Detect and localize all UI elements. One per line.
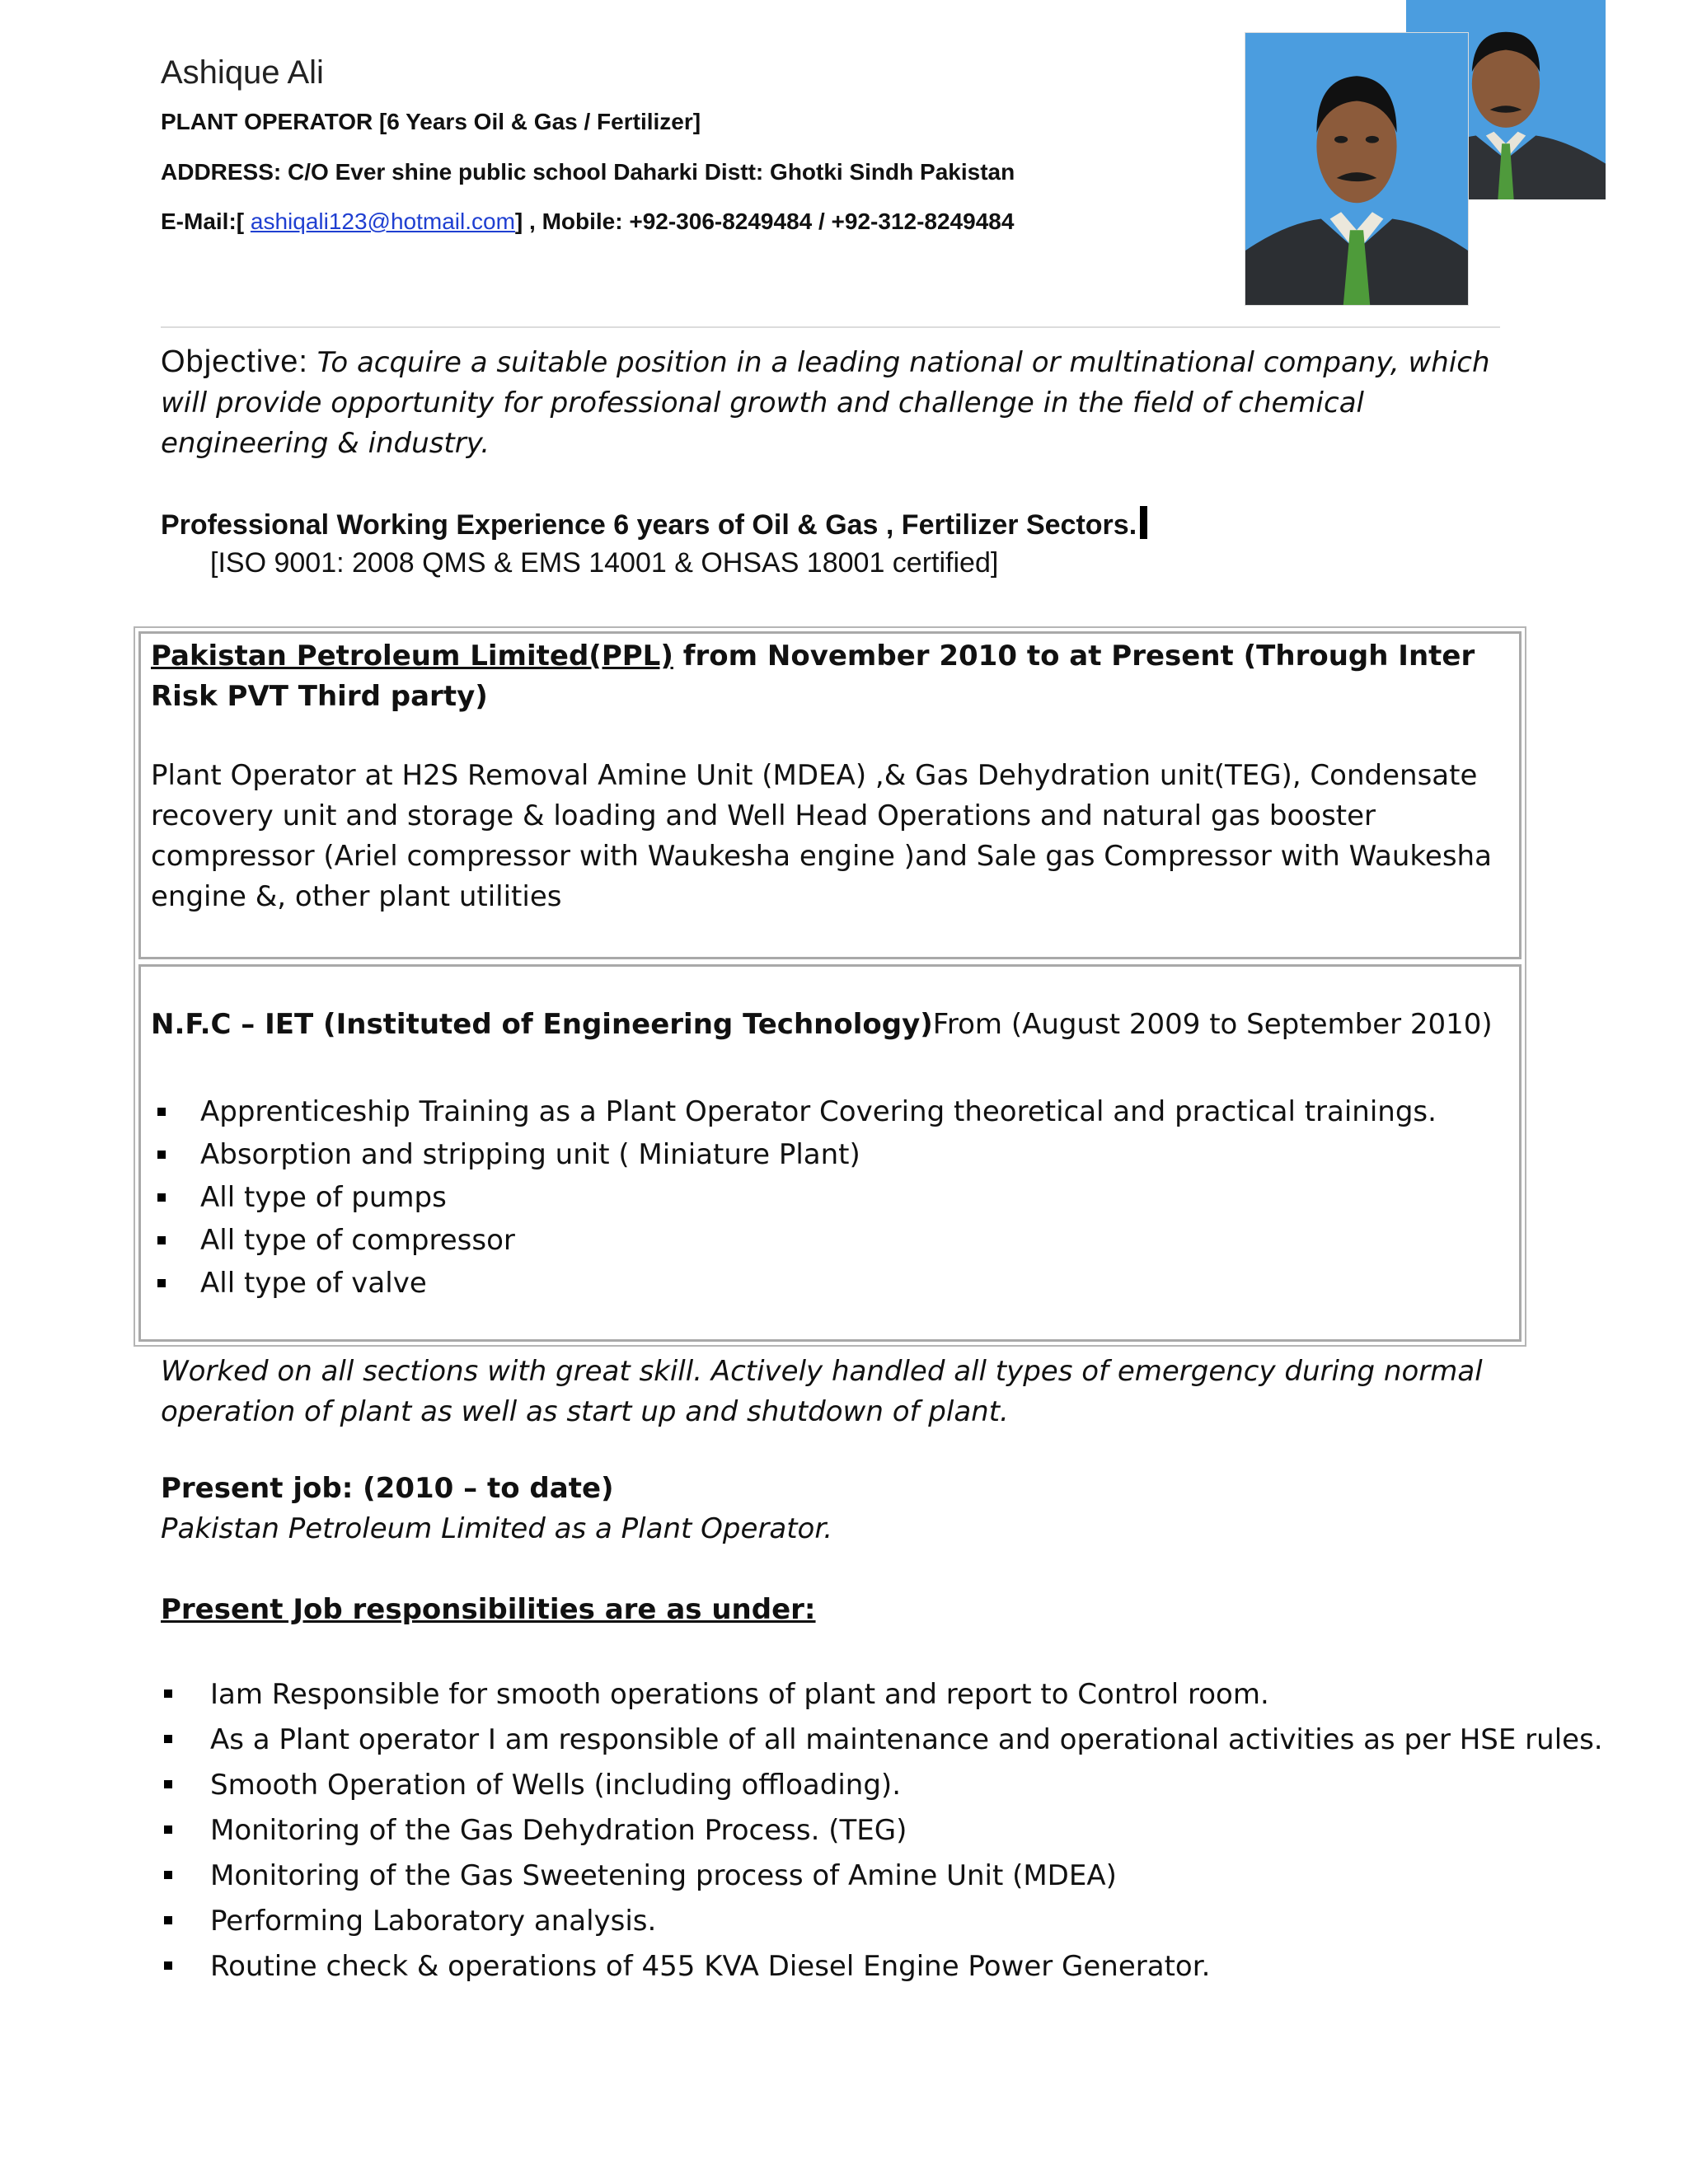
list-item	[161, 1809, 1512, 1852]
responsibilities-heading: Present Job responsibilities are as under:	[161, 1593, 816, 1626]
list-item-text: All type of valve	[200, 1267, 427, 1300]
bullet-icon	[164, 1916, 172, 1924]
text-cursor	[1140, 506, 1147, 539]
nfc-institute: N.F.C – IET (Instituted of Engineering Technology)	[151, 1008, 933, 1041]
list-item-text: All type of compressor	[200, 1224, 515, 1257]
ppl-company: Pakistan Petroleum Limited(PPL)	[151, 640, 673, 673]
list-item	[151, 1133, 1437, 1176]
list-item	[161, 1673, 1512, 1716]
email-prefix: E-Mail:[	[161, 209, 251, 234]
list-item	[161, 1854, 1512, 1897]
list-item	[161, 1718, 1603, 1761]
list-item-text: Absorption and stripping unit ( Miniature Plant)	[200, 1138, 860, 1171]
profile-photo	[1245, 33, 1468, 305]
bullet-icon	[157, 1236, 166, 1244]
responsibilities-list	[161, 1673, 1603, 1990]
experience-heading	[161, 506, 1147, 541]
ppl-job-title	[151, 636, 1511, 717]
contact-line	[161, 209, 1014, 235]
bullet-icon	[157, 1151, 166, 1159]
bullet-icon	[164, 1780, 172, 1788]
list-item	[151, 1262, 1437, 1305]
list-item-text: Apprenticeship Training as a Plant Operator Covering theoretical and practical trainings.	[200, 1095, 1437, 1128]
list-item-text: Smooth Operation of Wells (including offloading).	[210, 1769, 901, 1802]
list-item-text: Monitoring of the Gas Dehydration Process. (TEG)	[210, 1814, 907, 1847]
objective-text: To acquire a suitable position in a leading national or multinational company, which will provide opportunity for professional growth and challenge in the field of chemical engineering & industry.	[161, 346, 1490, 460]
present-job-heading: Present job: (2010 – to date)	[161, 1472, 614, 1505]
bullet-icon	[164, 1825, 172, 1834]
list-item-text: Routine check & operations of 455 KVA Diesel Engine Power Generator.	[210, 1950, 1211, 1983]
bullet-icon	[164, 1735, 172, 1743]
present-job-subtitle: Pakistan Petroleum Limited as a Plant Operator.	[161, 1512, 833, 1545]
address-line: ADDRESS: C/O Ever shine public school Daharki Distt: Ghotki Sindh Pakistan	[161, 159, 1015, 185]
nfc-period: From (August 2009 to September 2010)	[932, 1008, 1493, 1041]
list-item	[151, 1219, 1437, 1262]
bullet-icon	[157, 1108, 166, 1116]
list-item-text: All type of pumps	[200, 1181, 447, 1214]
list-item	[161, 1945, 1512, 1988]
list-item	[161, 1900, 1512, 1943]
list-item	[151, 1176, 1437, 1219]
nfc-training-list	[151, 1090, 1437, 1305]
ppl-period: from November 2010 to at Present (Through Inter Risk PVT Third party)	[151, 640, 1475, 713]
bullet-icon	[157, 1193, 166, 1202]
email-link[interactable]: ashiqali123@hotmail.com	[250, 209, 515, 234]
list-item-text: As a Plant operator I am responsible of all maintenance and operational activities as per HSE rules.	[210, 1723, 1603, 1756]
experience-heading-text: Professional Working Experience 6 years of Oil & Gas , Fertilizer Sectors.	[161, 509, 1137, 541]
objective-section	[161, 342, 1504, 464]
list-item	[161, 1764, 1512, 1807]
certification-line: [ISO 9001: 2008 QMS & EMS 14001 & OHSAS 18001 certified]	[210, 547, 999, 579]
bullet-icon	[164, 1690, 172, 1698]
candidate-name: Ashique Ali	[161, 54, 324, 91]
list-item-text: Iam Responsible for smooth operations of plant and report to Control room.	[210, 1678, 1269, 1711]
bullet-icon	[164, 1871, 172, 1879]
nfc-heading	[151, 1008, 1493, 1041]
ppl-description: Plant Operator at H2S Removal Amine Unit (MDEA) ,& Gas Dehydration unit(TEG), Condensate recovery unit and storage & loading and Well Head Operations and natural gas booster compressor (Ariel compressor with Waukesha engine )and Sale gas Compressor with Waukesha engine &, other plant utilities	[151, 759, 1492, 913]
objective-label: Objective:	[161, 344, 308, 379]
list-item-text: Monitoring of the Gas Sweetening process of Amine Unit (MDEA)	[210, 1859, 1117, 1892]
job-title-line: PLANT OPERATOR [6 Years Oil & Gas / Fertilizer]	[161, 109, 701, 134]
bullet-icon	[157, 1279, 166, 1287]
bullet-icon	[164, 1961, 172, 1970]
list-item-text: Performing Laboratory analysis.	[210, 1905, 657, 1938]
header-divider	[161, 326, 1500, 328]
list-item	[151, 1090, 1437, 1133]
mobile-numbers: ] , Mobile: +92-306-8249484 / +92-312-8249484	[514, 209, 1015, 234]
summary-text: Worked on all sections with great skill. Actively handled all types of emergency during normal operation of plant as well as start up and shutdown of plant.	[161, 1355, 1483, 1428]
